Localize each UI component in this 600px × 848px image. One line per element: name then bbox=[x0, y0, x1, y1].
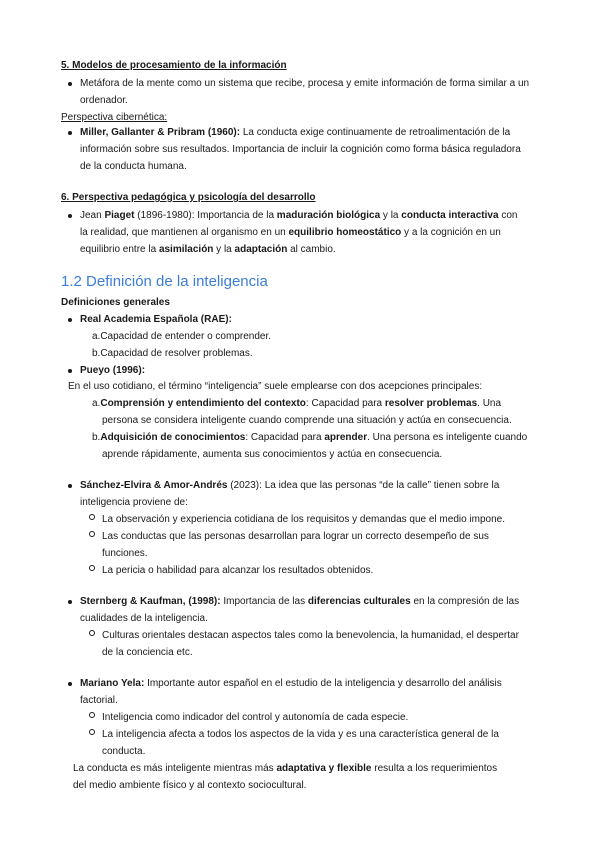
text: Importante autor español en el estudio de la inteligencia y desarrollo del análisis bbox=[144, 678, 502, 689]
final-paragraph-line-1 bbox=[73, 760, 497, 778]
text: al cambio. bbox=[287, 244, 336, 255]
author-name: Sternberg & Kaufman, (1998): bbox=[80, 596, 221, 607]
author-name: Mariano Yela: bbox=[80, 678, 145, 689]
sanchez-elvira-line-1 bbox=[80, 477, 499, 495]
pueyo-item-a-line-1 bbox=[92, 395, 501, 413]
text: . Una persona es inteligente cuando bbox=[367, 432, 528, 443]
s5-bullet-2-line-3: de la conducta humana. bbox=[80, 161, 187, 172]
text-bold: Piaget bbox=[104, 210, 135, 221]
text: La idea que las personas “de la calle” tienen sobre la bbox=[261, 480, 500, 491]
my-item-2-line-2: conducta. bbox=[102, 746, 146, 757]
text-bold: conducta interactiva bbox=[401, 210, 499, 221]
text-bold: Adquisición de conocimientos bbox=[100, 432, 246, 443]
text: La conducta exige continuamente de retroalimentación de la bbox=[240, 127, 511, 138]
rae-item-a: a.Capacidad de entender o comprender. bbox=[92, 331, 272, 342]
s6-line-1 bbox=[80, 207, 517, 225]
rae-heading: Real Academia Española (RAE): bbox=[80, 314, 232, 325]
text: con bbox=[498, 210, 518, 221]
my-item-1: Inteligencia como indicador del control y autonomía de cada especie. bbox=[102, 712, 409, 723]
s5-bullet-1-line-1: Metáfora de la mente como un sistema que recibe, procesa y emite información de forma similar a un bbox=[80, 78, 530, 89]
pueyo-item-a-line-2: persona se considera inteligente cuando comprende una situación y actúa en consecuencia. bbox=[102, 415, 512, 426]
mariano-yela-line-1 bbox=[80, 675, 502, 693]
text: resulta a los requerimientos bbox=[371, 763, 498, 774]
author-name: Sánchez-Elvira & Amor-Andrés bbox=[80, 480, 228, 491]
pueyo-item-b-line-1 bbox=[92, 429, 527, 447]
s6-line-2 bbox=[80, 224, 501, 242]
my-item-2-line-1: La inteligencia afecta a todos los aspectos de la vida y es una característica general de la bbox=[102, 729, 499, 740]
text: (1896-1980): Importancia de la bbox=[134, 210, 277, 221]
bullet-icon bbox=[68, 82, 72, 86]
s5-subheading: Perspectiva cibernética: bbox=[61, 112, 168, 123]
s5-bullet-1-line-2: ordenador. bbox=[80, 95, 128, 106]
text: Jean bbox=[80, 210, 105, 221]
text: la realidad, que mantienen al organismo en un bbox=[80, 227, 289, 238]
bullet-icon bbox=[68, 131, 72, 135]
text-bold: maduración biológica bbox=[276, 210, 381, 221]
sk-item-1-line-2: de la conciencia etc. bbox=[102, 647, 193, 658]
text: y a la cognición en un bbox=[401, 227, 501, 238]
sternberg-line-1 bbox=[80, 593, 519, 611]
bullet-icon bbox=[68, 682, 72, 686]
pueyo-intro: En el uso cotidiano, el término “inteligencia” suele emplearse con dos acepciones principales: bbox=[68, 381, 483, 392]
s5-bullet-2-line-1 bbox=[80, 124, 510, 142]
s6-line-3 bbox=[80, 241, 336, 259]
text: en la compresión de las bbox=[410, 596, 520, 607]
bullet-icon bbox=[68, 214, 72, 218]
se-item-3: La pericia o habilidad para alcanzar los resultados obtenidos. bbox=[102, 565, 374, 576]
s5-bullet-2-line-2: información sobre sus resultados. Importancia de incluir la cognición como forma básica reguladora bbox=[80, 144, 521, 155]
text-bold: Comprensión y entendimiento del contexto bbox=[100, 398, 306, 409]
text-bold: adaptativa y flexible bbox=[276, 763, 372, 774]
hollow-bullet-icon bbox=[89, 531, 95, 537]
text: . Una bbox=[477, 398, 502, 409]
sanchez-elvira-line-2: inteligencia proviene de: bbox=[80, 497, 188, 508]
text: y la bbox=[213, 244, 235, 255]
text-bold: diferencias culturales bbox=[307, 596, 411, 607]
text-bold: adaptación bbox=[234, 244, 288, 255]
rae-item-b: b.Capacidad de resolver problemas. bbox=[92, 348, 253, 359]
bullet-icon bbox=[68, 484, 72, 488]
hollow-bullet-icon bbox=[89, 565, 95, 571]
author-name: Miller, Gallanter & Pribram (1960): bbox=[80, 127, 241, 138]
text-bold: asimilación bbox=[158, 244, 214, 255]
text: La conducta es más inteligente mientras más bbox=[73, 763, 277, 774]
hollow-bullet-icon bbox=[89, 514, 95, 520]
pueyo-item-b-line-2: aprende rápidamente, aumenta sus conocimientos y actúa en consecuencia. bbox=[102, 449, 443, 460]
list-marker: b. bbox=[92, 432, 101, 443]
hollow-bullet-icon bbox=[89, 729, 95, 735]
hollow-bullet-icon bbox=[89, 630, 95, 636]
mariano-yela-line-2: factorial. bbox=[80, 695, 118, 706]
list-marker: a. bbox=[92, 398, 101, 409]
se-item-2-line-2: funciones. bbox=[102, 548, 148, 559]
bullet-icon bbox=[68, 600, 72, 604]
s12-subheading: Definiciones generales bbox=[61, 297, 170, 308]
pueyo-heading: Pueyo (1996): bbox=[80, 365, 146, 376]
se-item-2-line-1: Las conductas que las personas desarrollan para lograr un correcto desempeño de sus bbox=[102, 531, 489, 542]
sternberg-line-2: cualidades de la inteligencia. bbox=[80, 613, 208, 624]
bullet-icon bbox=[68, 318, 72, 322]
text: y la bbox=[380, 210, 402, 221]
text-bold: equilibrio homeostático bbox=[288, 227, 402, 238]
section-5-heading: 5. Modelos de procesamiento de la información bbox=[61, 60, 287, 71]
text: Importancia de las bbox=[220, 596, 308, 607]
text: equilibrio entre la bbox=[80, 244, 159, 255]
text-bold: resolver problemas bbox=[384, 398, 478, 409]
text: (2023): bbox=[227, 480, 262, 491]
section-6-heading: 6. Perspectiva pedagógica y psicología del desarrollo bbox=[61, 192, 316, 203]
sk-item-1-line-1: Culturas orientales destacan aspectos tales como la benevolencia, la humanidad, el despertar bbox=[102, 630, 519, 641]
text: : Capacidad para bbox=[305, 398, 385, 409]
text-bold: aprender bbox=[324, 432, 368, 443]
bullet-icon bbox=[68, 369, 72, 373]
hollow-bullet-icon bbox=[89, 712, 95, 718]
text: : Capacidad para bbox=[245, 432, 325, 443]
section-1-2-title: 1.2 Definición de la inteligencia bbox=[61, 273, 268, 290]
final-paragraph-line-2: del medio ambiente físico y al contexto sociocultural. bbox=[73, 780, 307, 791]
se-item-1: La observación y experiencia cotidiana de los requisitos y demandas que el medio impone. bbox=[102, 514, 506, 525]
